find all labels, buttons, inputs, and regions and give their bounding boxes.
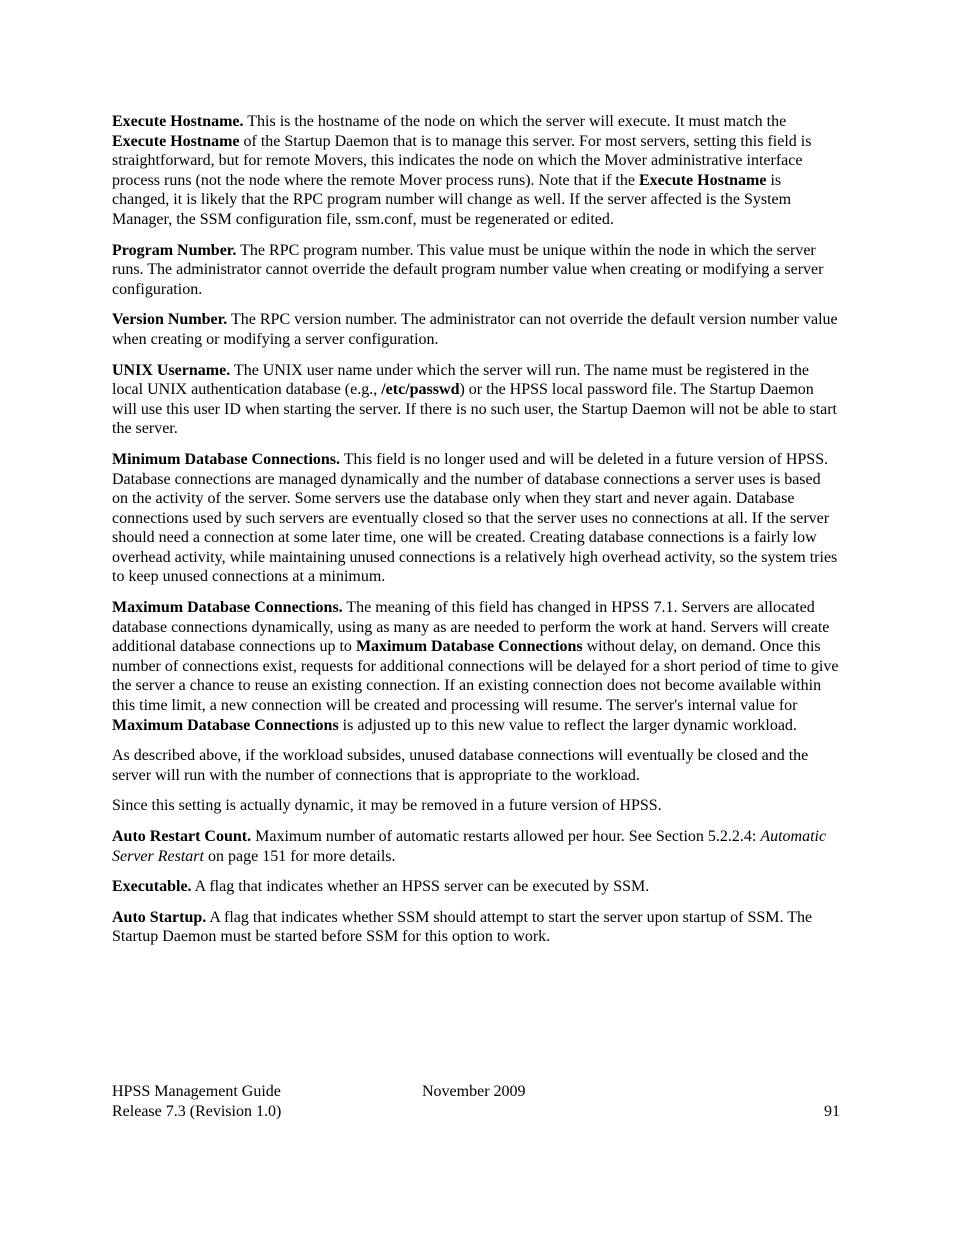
paragraph-version-number: Version Number. The RPC version number. The administrator can not override the default version number value when creating or modifying a server configuration. [112, 311, 838, 348]
footer-date: November 2009 [422, 1083, 526, 1100]
paragraph-workload-subsides: As described above, if the workload subsides, unused database connections will eventually be closed and the server will run with the number of connections that is appropriate to the workload. [112, 747, 809, 784]
paragraph-min-db-connections: Minimum Database Connections. This field is no longer used and will be deleted in a future version of HPSS. Database connections are managed dynamically and the number of database connections a server uses is based on the activity of the server. Some servers use the database only when they start and never again. Database connections used by such servers are eventually closed so that the server uses no connections at all. If the server should need a connection at some later time, one will be created. Creating database connections is a fairly low overhead activity, while maintaining unused connections is a relatively high overhead activity, so the system tries to keep unused connections at a minimum. [112, 450, 838, 586]
paragraph-auto-restart-count: Auto Restart Count. Maximum number of automatic restarts allowed per hour. See Section 5.2.2.4: Automatic Server Restart on page 151 for more details. [112, 828, 827, 865]
paragraph-unix-username: UNIX Username. The UNIX user name under which the server will run. The name must be registered in the local UNIX authentication database (e.g., /etc/passwd) or the HPSS local password file. The Startup Daemon will use this user ID when starting the server. If there is no such user, the Startup Daemon will not be able to start the server. [112, 361, 837, 438]
term-label: Auto Restart Count. [112, 828, 252, 845]
footer-row-2 [112, 1102, 840, 1122]
footer-row-1 [112, 1082, 840, 1102]
page-number: 91 [824, 1103, 840, 1120]
term-label: Auto Startup. [112, 908, 207, 926]
paragraph-max-db-connections: Maximum Database Connections. The meaning of this field has changed in HPSS 7.1. Servers are allocated database connections dynamically, using as many as are needed to perform the work at hand. Servers will create additional database connections up to Maximum Database Connections without delay, on demand. Once this number of connections exist, requests for additional connections will be delayed for a short period of time to give the server a chance to reuse an existing connection. If an existing connection does not become available within this time limit, a new connection will be created and processing will resume. The server's internal value for Maximum Database Connections is adjusted up to this new value to reflect the larger dynamic workload. [112, 599, 839, 734]
term-label: Version Number. [112, 311, 228, 329]
footer-title: HPSS Management Guide [112, 1083, 281, 1100]
paragraph-setting-dynamic: Since this setting is actually dynamic, it may be removed in a future version of HPSS. [112, 797, 662, 815]
cross-reference: Automatic Server Restart [112, 828, 827, 865]
term-label: Minimum Database Connections. [112, 450, 341, 468]
term-label: UNIX Username. [112, 361, 231, 379]
footer-release: Release 7.3 (Revision 1.0) [112, 1103, 282, 1120]
term-label: Execute Hostname. [112, 113, 244, 130]
term-label: Executable. [112, 878, 192, 896]
paragraph-execute-hostname: Execute Hostname. This is the hostname of the node on which the server will execute. It must match the Execute Hostname of the Startup Daemon that is to manage this server. For most servers, setting this field is straightforward, but for remote Movers, this indicates the node on which the Mover administrative interface process runs (not the node where the remote Mover process runs). Note that if the Execute Hostname is changed, it is likely that the RPC program number will change as well. If the server affected is the System Manager, the SSM configuration file, ssm.conf, must be regenerated or edited. [112, 113, 812, 228]
paragraph-auto-startup: Auto Startup. A flag that indicates whether SSM should attempt to start the server upon startup of SSM. The Startup Daemon must be started before SSM for this option to work. [112, 908, 813, 946]
paragraph-program-number: Program Number. The RPC program number. This value must be unique within the node in which the server runs. The administrator cannot override the default program number value when creating or modifying a server configuration. [112, 241, 824, 298]
page-footer [112, 1082, 840, 1122]
term-label: Maximum Database Connections. [112, 599, 343, 617]
term-label: Program Number. [112, 241, 237, 259]
document-body [112, 112, 840, 958]
paragraph-executable: Executable. A flag that indicates whether an HPSS server can be executed by SSM. [112, 878, 650, 896]
